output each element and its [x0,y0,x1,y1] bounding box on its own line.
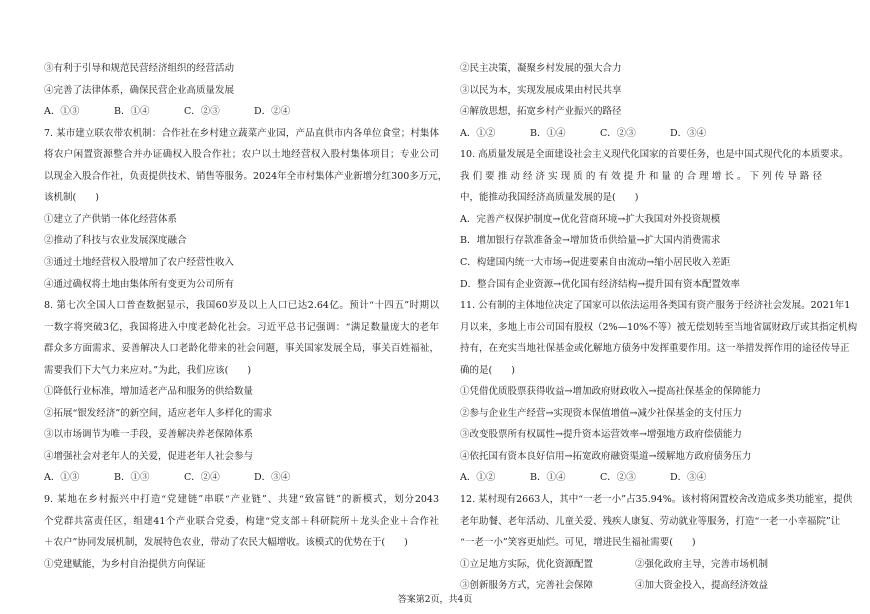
text-line: 8. 第七次全国人口普查数据显示，我国60岁及以上人口已达2.64亿。预计“十四五”时期以 [44,300,439,312]
text-line: D．整合国有企业资源→优化国有经济结构→提升国有资本配置效率 [460,278,741,290]
text-line: 月以来，多地上市公司国有股权（2%—10%不等）被无偿划转至当地省属财政厅或其指定机构 [460,321,858,333]
text-line: ③通过土地经营权入股增加了农户经营性收入 [44,256,235,268]
answer-option: B．①④ [530,472,566,484]
answer-option: D．③④ [670,472,707,484]
text-line: 中，能推动我国经济高质量发展的是( ) [460,192,639,204]
text-line: 该机制( ) [44,192,99,204]
text-line: ②参与企业生产经营→实现资本保值增值→减少社保基金的支付压力 [460,407,742,419]
text-line: ④完善了法律体系，确保民营企业高质量发展 [44,84,235,96]
text-line: 将农户闲置资源整合并办证确权入股合作社；农户以土地经营权入股村集体项目；专业公司 [44,149,439,161]
answer-option: D．③④ [670,127,707,139]
answer-option: A．①③ [44,472,80,484]
text-line: ④增强社会对老年人的关爱，促进老年人社会参与 [44,450,254,462]
statement-item: ①立足地方实际，优化资源配置 [460,558,594,570]
text-line: ③有利于引导和规范民营经济组织的经营活动 [44,63,235,74]
text-line: 持有，在充实当地社保基金或化解地方债务中发挥重要作用。这一举措发挥作用的途径传导正 [460,343,850,355]
answer-option: C．②③ [184,106,220,118]
text-line: ③以市场调节为唯一手段，妥善解决养老保障体系 [44,429,254,441]
text-line: 需要我们下大气力来应对。”为此，我们应该( ) [44,364,252,376]
answer-option: C．②④ [184,472,220,484]
answer-option: B．①④ [530,127,566,139]
statement-item: ④加大资金投入，提高经济效益 [635,580,769,592]
text-line: ＋农户”协同发展机制，发展特色农业，带动了农民大幅增收。该模式的优势在于( ) [44,537,408,549]
text-line: C．构建国内统一大市场→促进要素自由流动→缩小居民收入差距 [460,256,731,268]
text-line: 老年助餐、老年活动、儿童关爱、残疾人康复、劳动就业等服务，打造“一老一小幸福院”让 [460,515,841,527]
text-line: 一数字将突破3亿，我国将进入中度老龄化社会。习近平总书记强调：“满足数量庞大的老年 [44,321,439,333]
answer-option: D．②④ [254,106,291,118]
text-line: ①降低行业标准，增加适老产品和服务的供给数量 [44,386,254,398]
text-line: 群众多方面需求、妥善解决人口老龄化带来的社会问题，事关国家发展全局，事关百姓福祉， [44,343,439,355]
answer-option: B．①④ [114,106,150,118]
text-line: ①党建赋能，为乡村自治提供方向保证 [44,558,206,570]
text-line: ②推动了科技与农业发展深度融合 [44,235,187,247]
page-footer: 答案第2页，共4页 [397,595,473,605]
text-line: ②民主决策，凝聚乡村发展的强大合力 [460,63,622,74]
text-line: 10. 高质量发展是全面建设社会主义现代化国家的首要任务，也是中国式现代化的本质要求。 [460,149,849,161]
text-line: ②拓展“银发经济”的新空间，适应老年人多样化的需求 [44,407,273,419]
text-line: ③改变股票所有权属性→提升资本运营效率→增强地方政府偿债能力 [460,429,742,441]
text-line: “一老一小”笑容更灿烂。可见，增进民生福祉需要( ) [460,537,696,549]
answer-option: C．②③ [600,472,636,484]
text-line: ④解放思想，拓宽乡村产业振兴的路径 [460,106,622,118]
answer-option: D．③④ [254,472,291,484]
text-line: ③以民为本，实现发展成果由村民共享 [460,84,622,96]
text-line: 11. 公有制的主体地位决定了国家可以依法运用各类国有资产服务于经济社会发展。2021年1 [460,300,851,312]
answer-option: A．①② [460,472,496,484]
text-line: 我们要推动经济实现质的有效提升和量的合理增长。下列传导路径 [460,170,822,182]
statement-item: ③创新服务方式，完善社会保障 [460,580,594,592]
text-line: 7. 某市建立联农带农机制：合作社在乡村建立蔬菜产业园，产品直供市内各单位食堂；村集体 [44,127,439,139]
text-line: B．增加银行存款准备金→增加货币供给量→扩大国内消费需求 [460,235,721,247]
text-line: 以现金入股合作社，负责提供技术、销售等服务。2024年全市村集体产业新增分红300多万元， [44,170,448,182]
answer-option: C．②③ [600,127,636,139]
text-line: 确的是( ) [460,364,515,376]
text-line: ④依托国有资本良好信用→拓宽政府融资渠道→缓解地方政府债务压力 [460,450,752,462]
text-line: ①凭借优质股票获得收益→增加政府财政收入→提高社保基金的保障能力 [460,386,761,398]
text-line: 个党群共富责任区，组建41个产业联合党委，构建“党支部＋科研院所＋龙头企业＋合作社 [44,515,439,527]
statement-item: ②强化政府主导，完善市场机制 [635,558,769,570]
text-line: ④通过确权将土地由集体所有变更为公司所有 [44,278,235,290]
answer-option: A．①③ [44,106,80,118]
answer-option: B．①③ [114,472,150,484]
text-line: A．完善产权保护制度→优化营商环境→扩大我国对外投资规模 [460,213,721,225]
text-line: ①建立了产供销一体化经营体系 [44,213,178,225]
text-line: 12. 某村现有2663人，其中“一老一小”占35.94%。该村将闲置校舍改造成多类功能室，提供 [460,494,853,505]
answer-option: A．①② [460,127,496,139]
text-line: 9. 某地在乡村振兴中打造“党建链”串联“产业链”、共建“致富链”的新模式，划分2043 [44,494,439,505]
